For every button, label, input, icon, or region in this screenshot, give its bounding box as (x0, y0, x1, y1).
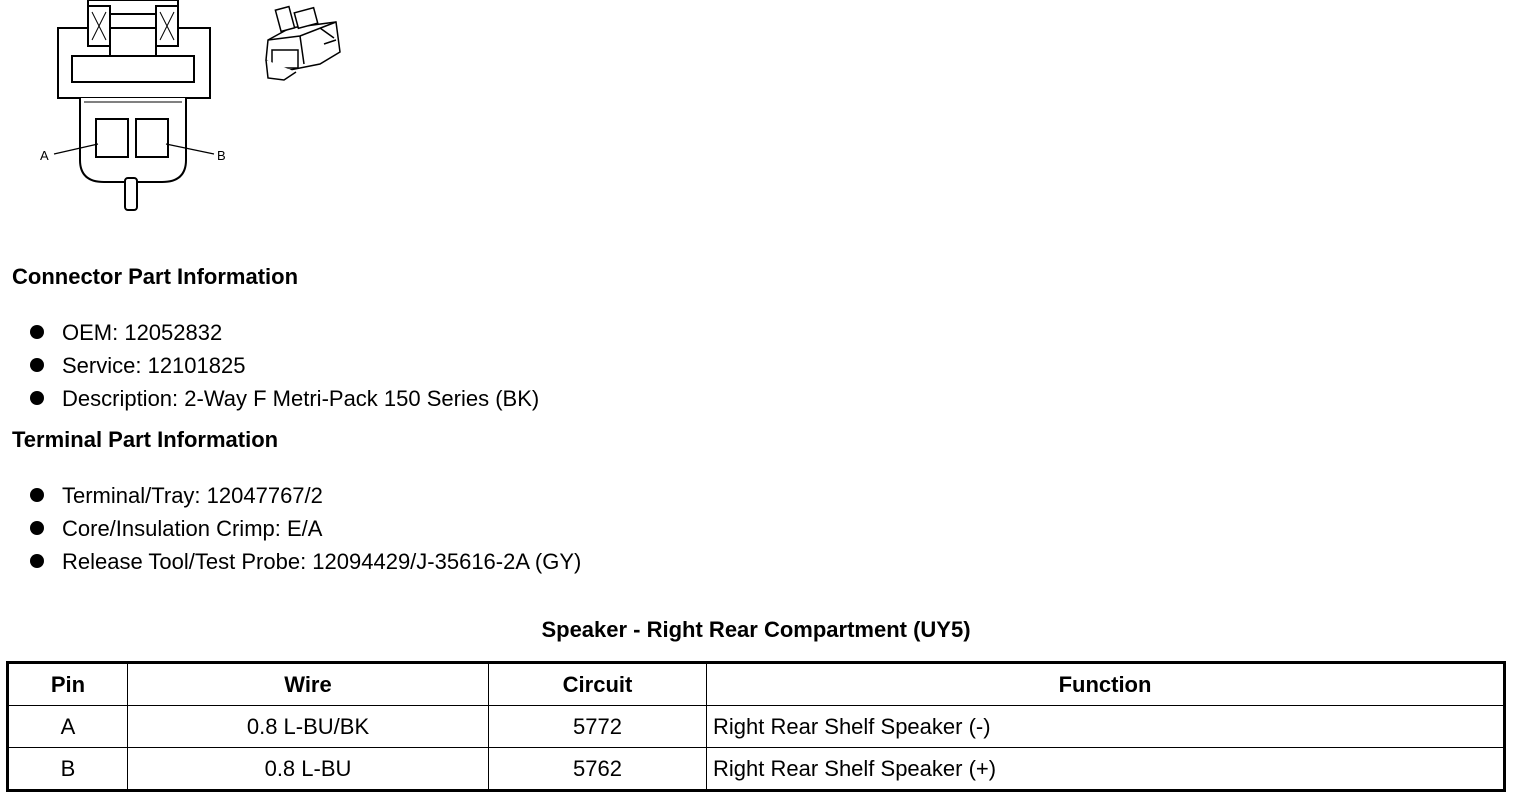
bullet-icon (30, 521, 44, 535)
list-item (30, 545, 581, 578)
list-item (30, 479, 581, 512)
list-item (30, 512, 581, 545)
bullet-icon (30, 325, 44, 339)
bullet-icon (30, 358, 44, 372)
header-circuit: Circuit (489, 663, 707, 706)
cell-wire: 0.8 L-BU (128, 748, 489, 791)
header-pin: Pin (8, 663, 128, 706)
bullet-icon (30, 488, 44, 502)
cell-pin: B (8, 748, 128, 791)
connector-face-view (54, 0, 214, 210)
table-header-row (8, 663, 1505, 706)
bullet-icon (30, 391, 44, 405)
pin-label-b: B (217, 148, 226, 163)
pin-label-a: A (40, 148, 49, 163)
cavity-b (136, 119, 168, 157)
list-item-text: Release Tool/Test Probe: 12094429/J-35616-2A (GY) (62, 549, 582, 574)
cell-function: Right Rear Shelf Speaker (+) (707, 748, 1505, 791)
connector-info-list (30, 316, 539, 415)
list-item (30, 316, 539, 349)
connector-iso-view (266, 7, 340, 80)
cell-pin: A (8, 706, 128, 748)
header-wire: Wire (128, 663, 489, 706)
pinout-table (6, 661, 1506, 792)
connector-diagram (0, 0, 400, 230)
list-item-text: Terminal/Tray: 12047767/2 (62, 483, 323, 508)
cell-circuit: 5772 (489, 706, 707, 748)
terminal-info-heading: Terminal Part Information (12, 427, 279, 452)
list-item-text: Service: 12101825 (62, 353, 246, 378)
list-item-text: Core/Insulation Crimp: E/A (62, 516, 323, 541)
cell-circuit: 5762 (489, 748, 707, 791)
list-item-text: Description: 2-Way F Metri-Pack 150 Series (BK) (62, 386, 540, 411)
cell-function: Right Rear Shelf Speaker (-) (707, 706, 1505, 748)
cavity-a (96, 119, 128, 157)
list-item-text: OEM: 12052832 (62, 320, 223, 345)
header-function: Function (707, 663, 1505, 706)
cell-wire: 0.8 L-BU/BK (128, 706, 489, 748)
bullet-icon (30, 554, 44, 568)
table-row (8, 748, 1505, 791)
table-title: Speaker - Right Rear Compartment (UY5) (541, 617, 971, 642)
terminal-info-list (30, 479, 581, 578)
list-item (30, 349, 539, 382)
table-row (8, 706, 1505, 748)
list-item (30, 382, 539, 415)
connector-info-heading: Connector Part Information (12, 264, 299, 289)
